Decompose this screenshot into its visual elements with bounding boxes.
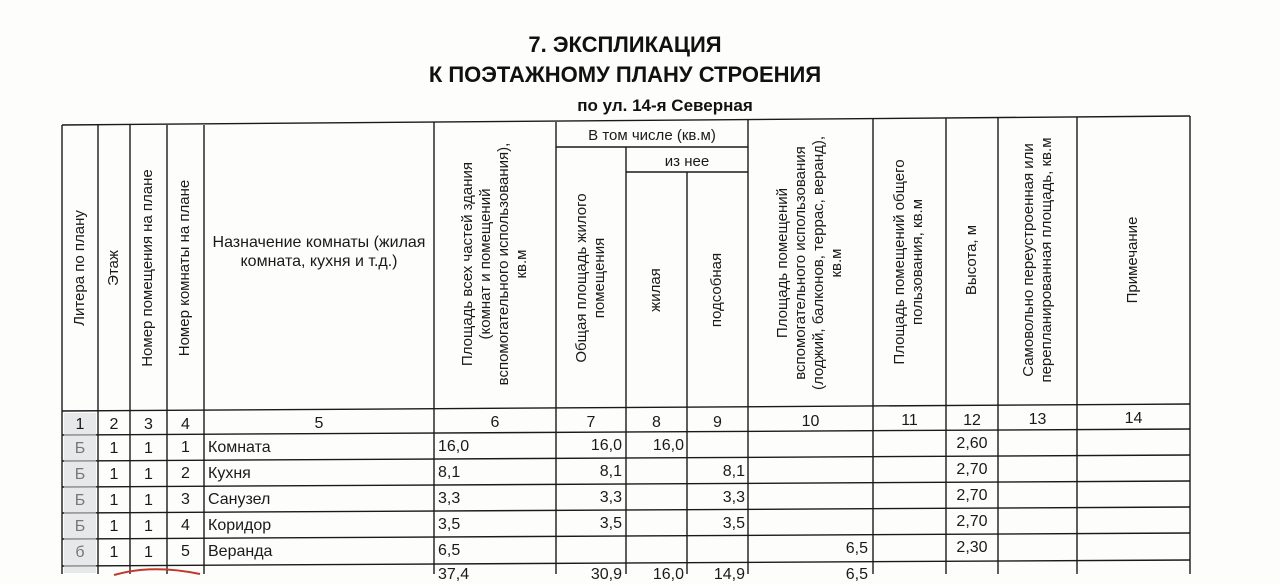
cell-litera: Б (74, 466, 86, 483)
partial-aux-use: 6,5 (845, 566, 868, 583)
cell-room: 1 (144, 544, 153, 561)
header-including: В том числе (кв.м) (588, 127, 716, 144)
cell-litera: Б (74, 492, 86, 509)
document-address: по ул. 14-я Северная (577, 96, 753, 115)
cell-purpose: Санузел (208, 491, 271, 508)
header-purpose: Назначение комнаты (жилая комната, кухня и т.д.) (212, 234, 426, 270)
cell-chamber: 1 (181, 439, 190, 456)
cell-total: 16,0 (438, 438, 470, 455)
header-common: Площадь помещений общего пользования, кв.м (891, 159, 926, 365)
document-title: 7. ЭКСПЛИКАЦИЯ (528, 32, 722, 57)
cell-total: 6,5 (438, 542, 461, 559)
partial-total: 37,4 (438, 566, 470, 583)
cell-aux: 3,5 (722, 515, 745, 532)
cell-chamber: 3 (181, 491, 190, 508)
col-number: 4 (181, 416, 190, 433)
header-living: жилая (647, 268, 664, 312)
header-auxiliary: подсобная (708, 252, 725, 328)
cell-litera: Б (74, 440, 86, 457)
document-subtitle: К ПОЭТАЖНОМУ ПЛАНУ СТРОЕНИЯ (428, 62, 822, 87)
partial-living-total: 30,9 (590, 566, 622, 583)
cell-purpose: Коридор (208, 517, 272, 534)
cell-chamber: 2 (181, 465, 190, 482)
col-number: 2 (109, 416, 119, 433)
partial-aux: 14,9 (713, 566, 745, 583)
cell-chamber: 5 (181, 543, 190, 560)
header-rebuilt: Самовольно переустроенная или перепланированная площадь, кв.м (1020, 137, 1055, 383)
cell-purpose: Кухня (208, 465, 251, 482)
header-total-area: Площадь всех частей здания (комнат и помещений вспомогательного использования), кв.м (459, 142, 530, 386)
header-floor: Этаж (105, 250, 122, 286)
col-number: 14 (1124, 410, 1143, 427)
cell-aux-use: 6,5 (845, 540, 868, 557)
header-aux-use: Площадь помещений вспомогательного использования (лоджий, балконов, террас, веранд), кв.м (774, 135, 845, 391)
cell-floor: 1 (109, 466, 119, 483)
cell-floor: 1 (109, 492, 119, 509)
header-note: Примечание (1124, 216, 1141, 304)
cell-purpose: Комната (208, 439, 271, 456)
cell-height: 2,30 (956, 539, 988, 556)
col-number: 3 (144, 416, 153, 433)
col-number: 9 (713, 414, 722, 431)
header-living-total: Общая площадь жилого помещения (573, 193, 608, 363)
cell-room: 1 (144, 492, 153, 509)
cell-chamber: 4 (181, 517, 190, 534)
cell-floor: 1 (109, 518, 119, 535)
cell-floor: 1 (109, 440, 119, 457)
cell-room: 1 (144, 518, 153, 535)
col-number: 12 (963, 412, 981, 429)
header-of-which: из нее (664, 153, 710, 170)
cell-litera: б (75, 544, 85, 561)
header-height: Высота, м (963, 224, 980, 296)
header-litera: Литера по плану (71, 210, 88, 326)
cell-living: 16,0 (652, 437, 684, 454)
col-number: 6 (490, 414, 500, 431)
header-chamber-no: Номер комнаты на плане (176, 179, 193, 357)
red-arrow-mark-icon (112, 566, 202, 576)
cell-room: 1 (144, 440, 153, 457)
cell-purpose: Веранда (208, 543, 273, 560)
cell-aux: 3,3 (722, 489, 745, 506)
cell-total: 3,5 (438, 516, 461, 533)
cell-total: 3,3 (438, 490, 461, 507)
cell-litera: Б (74, 518, 86, 535)
cell-floor: 1 (109, 544, 119, 561)
col-number: 1 (75, 416, 85, 433)
cell-aux: 8,1 (722, 463, 745, 480)
cell-living-total: 3,5 (599, 515, 622, 532)
cell-height: 2,70 (956, 487, 988, 504)
col-number: 8 (652, 414, 661, 431)
cell-living-total: 3,3 (599, 489, 622, 506)
col-number: 11 (901, 412, 918, 429)
partial-living: 16,0 (652, 566, 684, 583)
cell-room: 1 (144, 466, 153, 483)
col-number: 5 (314, 415, 324, 432)
col-number: 7 (586, 414, 596, 431)
header-room-no: Номер помещения на плане (139, 169, 156, 367)
cell-height: 2,70 (956, 513, 988, 530)
cell-height: 2,60 (956, 435, 988, 452)
cell-living-total: 16,0 (590, 437, 622, 454)
col-number: 13 (1028, 411, 1047, 428)
cell-total: 8,1 (438, 464, 461, 481)
col-number: 10 (801, 413, 820, 430)
cell-height: 2,70 (956, 461, 988, 478)
cell-living-total: 8,1 (599, 463, 622, 480)
